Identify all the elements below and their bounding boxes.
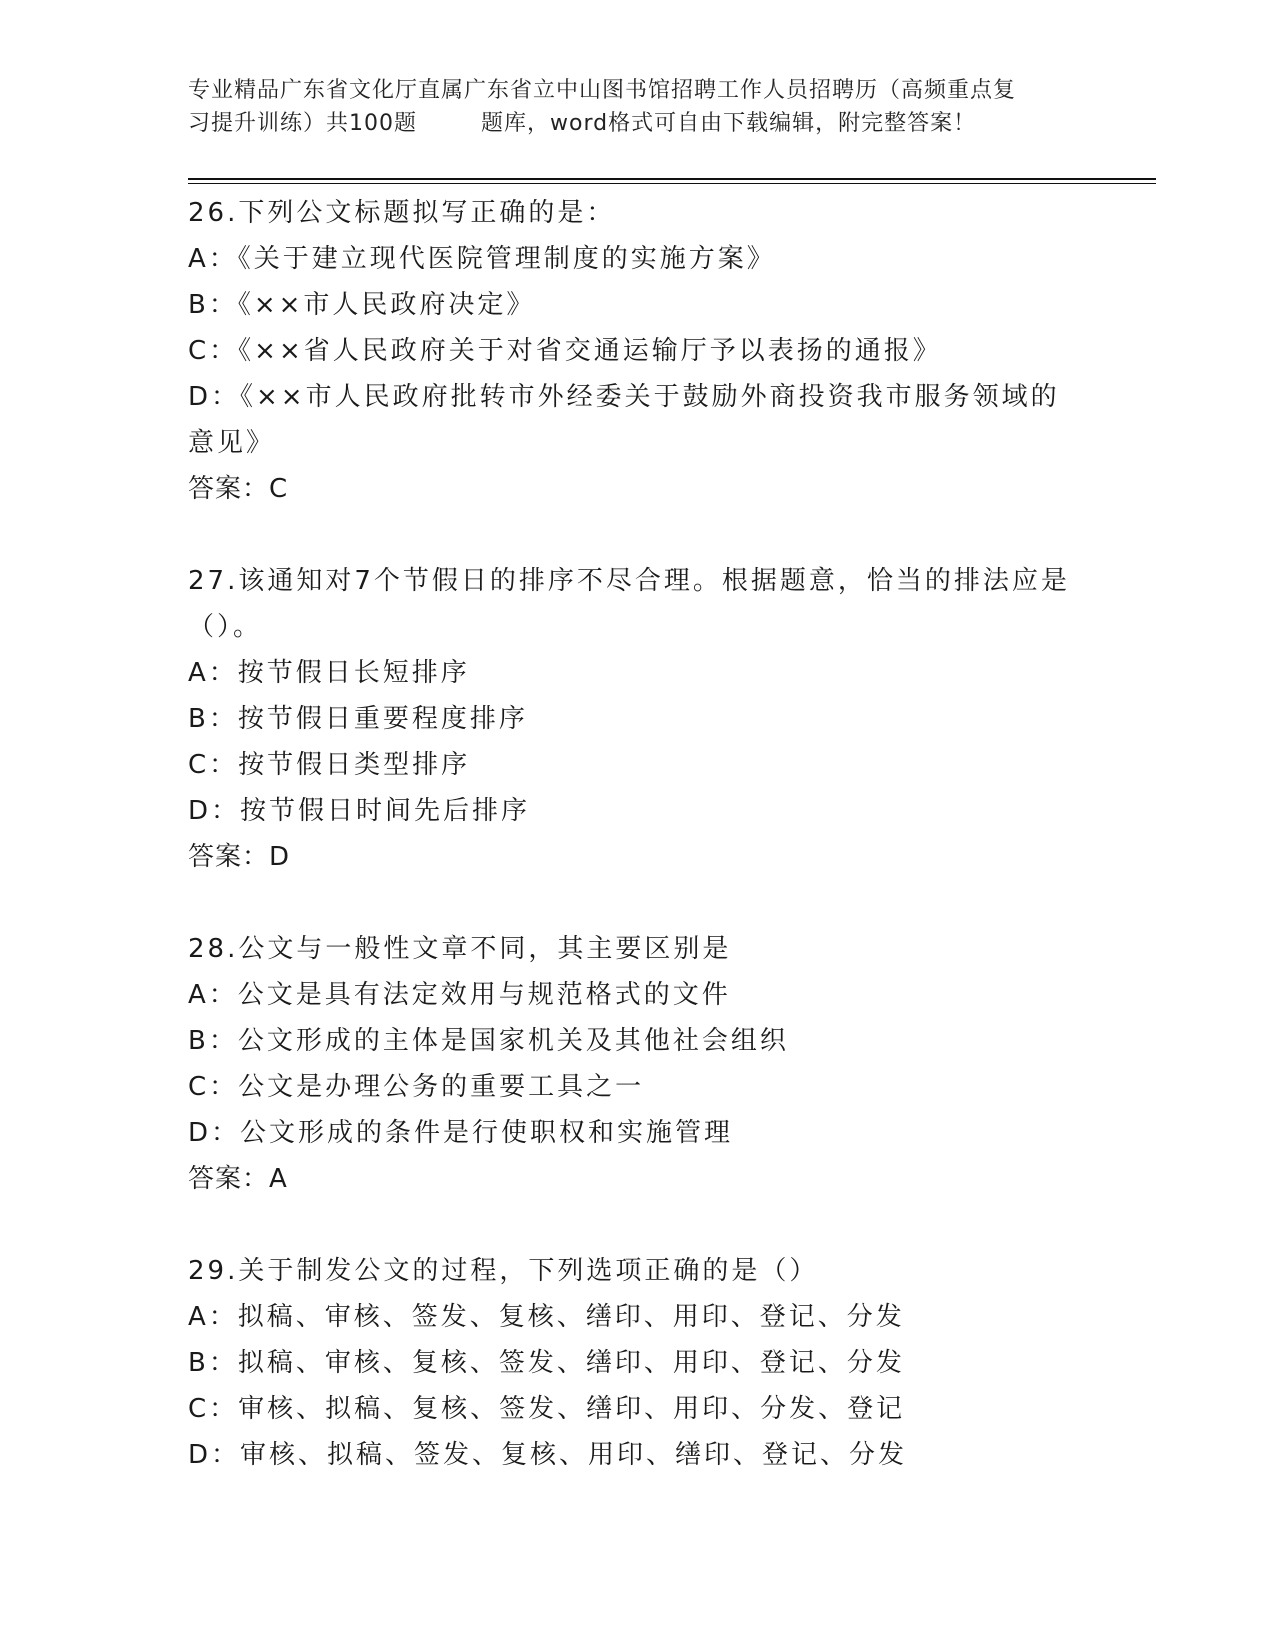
header-divider-thin [188,183,1156,184]
option-d-continued: 意见》 [188,428,276,458]
answer-line: 答案：C [188,474,289,504]
option-d: D：按节假日时间先后排序 [188,796,531,826]
option-b: B：《××市人民政府决定》 [188,290,536,320]
document-header [188,74,1088,140]
answer-line: 答案：A [188,1164,288,1194]
question-block [188,190,1088,512]
header-line-1: 专业精品广东省文化厅直属广东省立中山图书馆招聘工作人员招聘历（高频重点复 [188,78,1017,103]
option-c: C：《××省人民政府关于对省交通运输厅予以表扬的通报》 [188,336,942,366]
option-c: C：公文是办理公务的重要工具之一 [188,1072,645,1102]
question-stem: 29.关于制发公文的过程，下列选项正确的是（） [188,1256,819,1286]
question-block [188,1248,1088,1478]
question-list [188,190,1088,1478]
question-stem: 26.下列公文标题拟写正确的是： [188,198,616,228]
question-stem-continued: （）。 [188,612,263,642]
option-a: A：公文是具有法定效用与规范格式的文件 [188,980,731,1010]
answer-line: 答案：D [188,842,291,872]
option-c: C：审核、拟稿、复核、签发、缮印、用印、分发、登记 [188,1394,906,1424]
option-b: B：公文形成的主体是国家机关及其他社会组织 [188,1026,789,1056]
question-block [188,558,1088,880]
option-a: A：按节假日长短排序 [188,658,470,688]
option-d: D：《××市人民政府批转市外经委关于鼓励外商投资我市服务领域的 [188,382,1060,412]
header-line-2-part-2: 题库，word格式可自由下载编辑，附完整答案！ [481,111,977,136]
option-a: A：拟稿、审核、签发、复核、缮印、用印、登记、分发 [188,1302,905,1332]
option-d: D：审核、拟稿、签发、复核、用印、缮印、登记、分发 [188,1440,908,1470]
header-divider-thick [188,178,1156,180]
question-block [188,926,1088,1202]
question-stem: 28.公文与一般性文章不同，其主要区别是 [188,934,732,964]
header-line-2 [188,107,1088,140]
question-stem: 27.该通知对7个节假日的排序不尽合理。根据题意，恰当的排法应是 [188,566,1070,596]
header-line-2-part-1: 习提升训练）共100题 [188,111,417,136]
option-b: B：拟稿、审核、复核、签发、缮印、用印、登记、分发 [188,1348,905,1378]
option-a: A：《关于建立现代医院管理制度的实施方案》 [188,244,776,274]
option-d: D：公文形成的条件是行使职权和实施管理 [188,1118,734,1148]
option-c: C：按节假日类型排序 [188,750,471,780]
option-b: B：按节假日重要程度排序 [188,704,528,734]
